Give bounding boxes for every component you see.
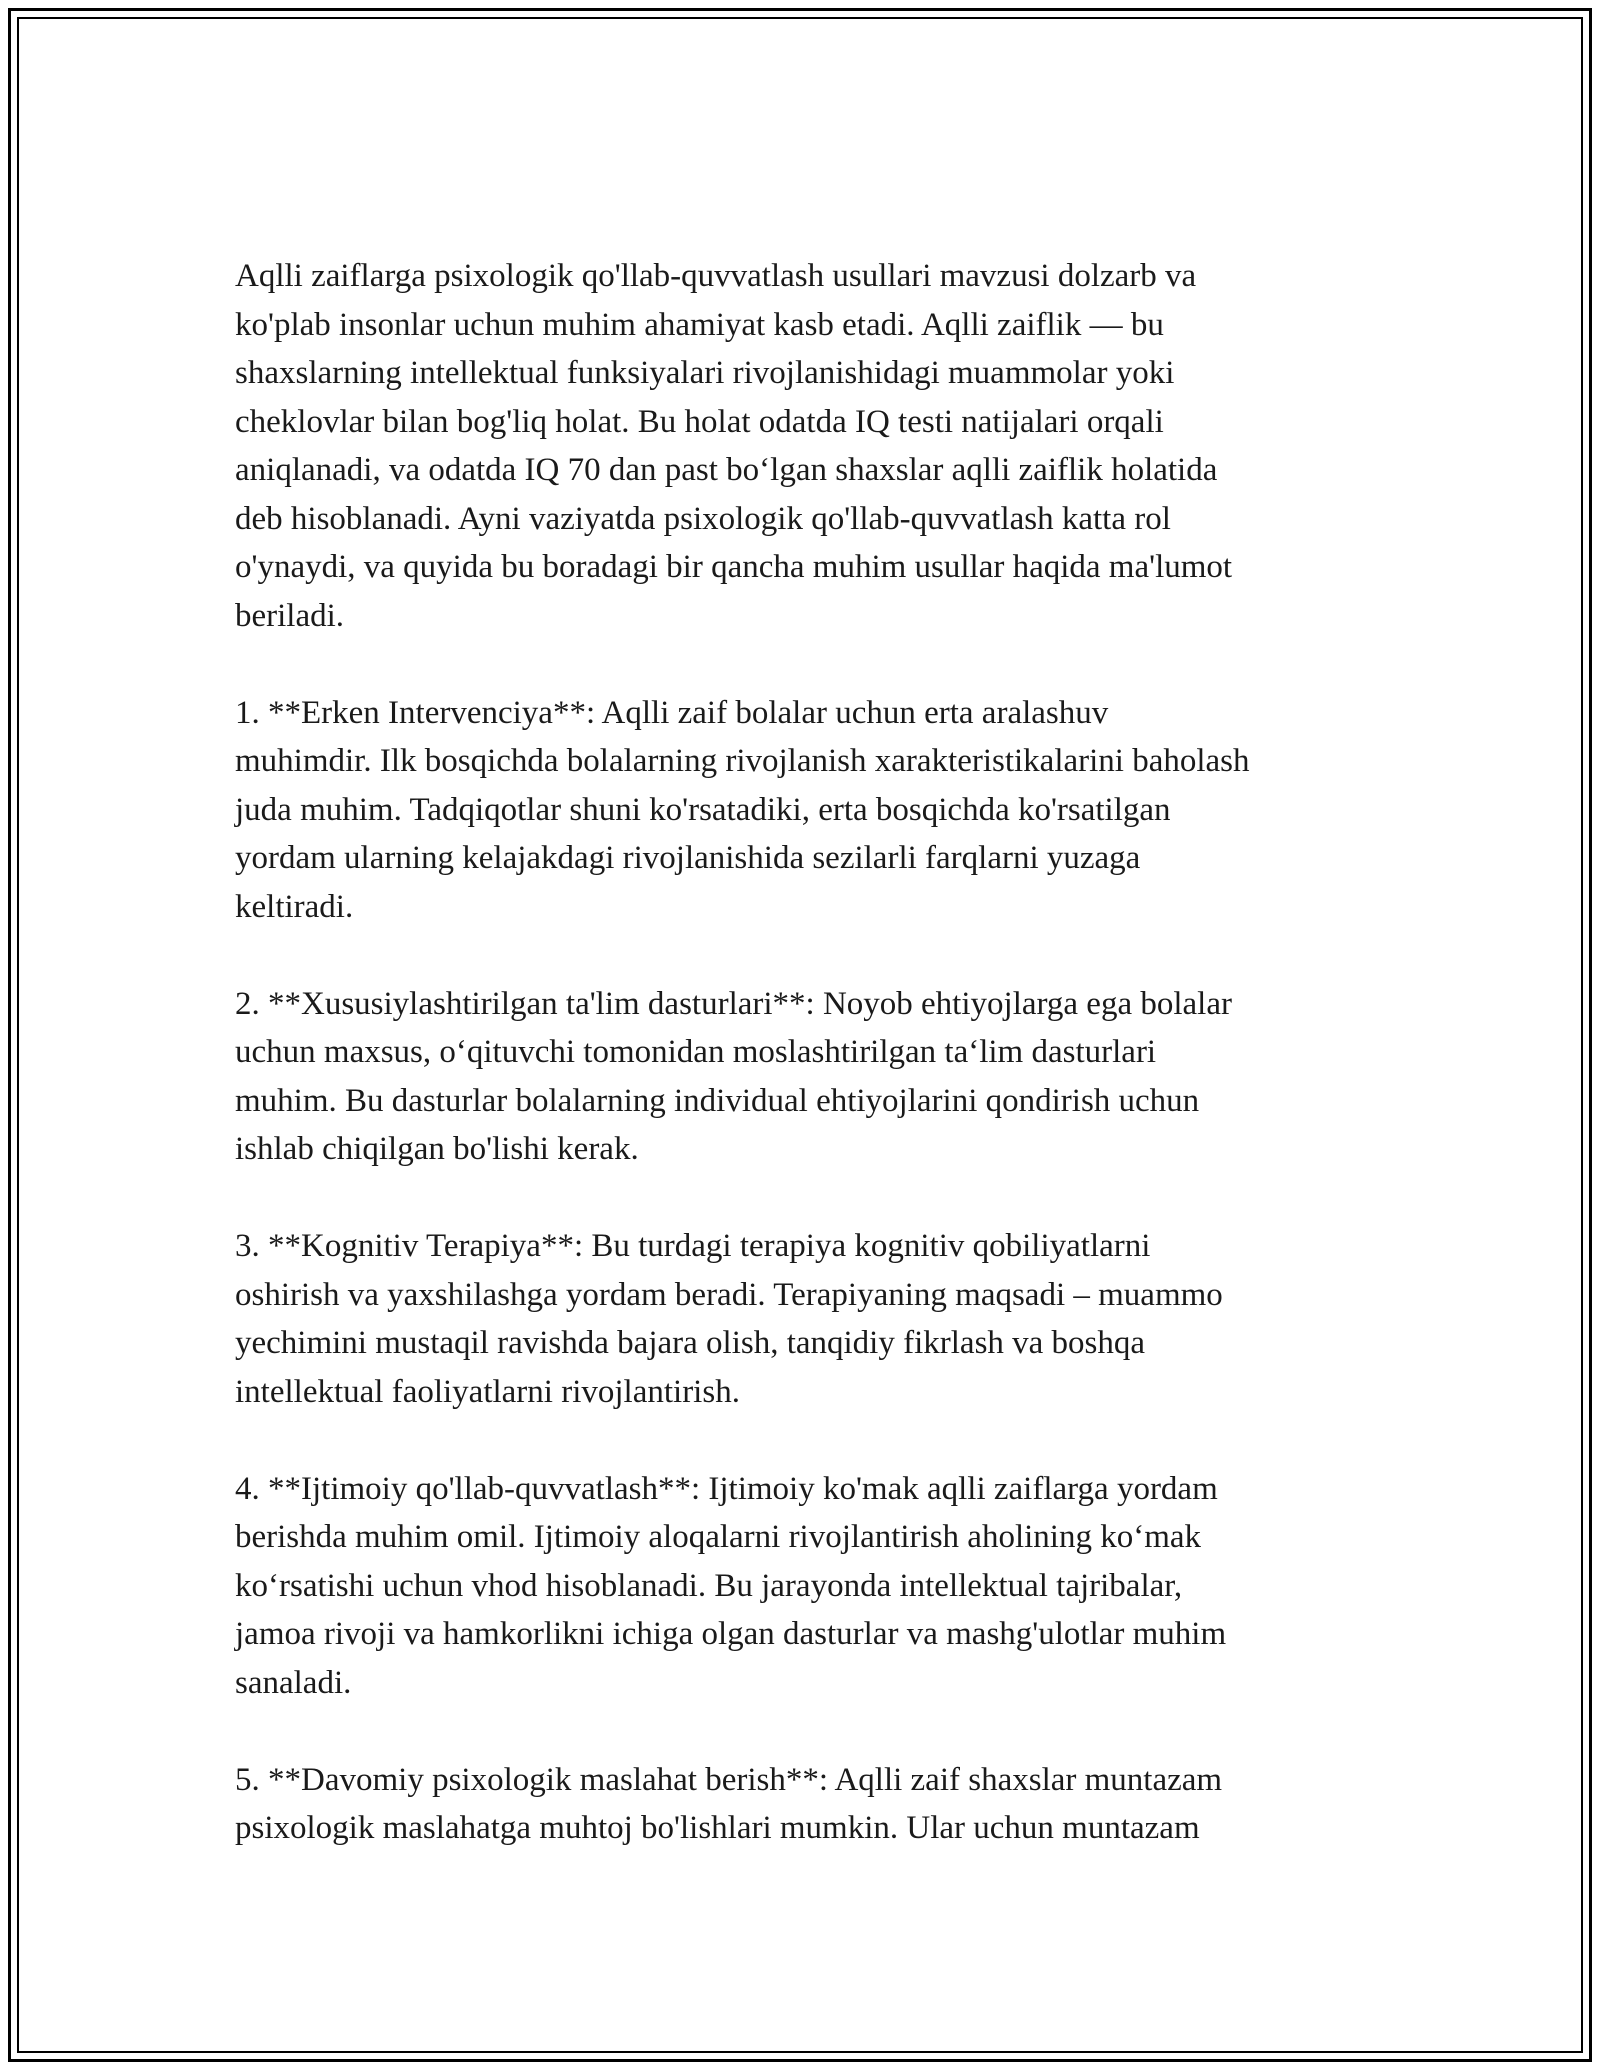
list-item-5: 5. **Davomiy psixologik maslahat berish**: Aqlli zaif shaxslar muntazam psixologik maslahatga muhtoj bo'lishlari mumkin. Ular uchun muntazam	[235, 1761, 1223, 1846]
list-item-4: 4. **Ijtimoiy qo'llab-quvvatlash**: Ijtimoiy ko'mak aqlli zaiflarga yordam berishda muhim omil. Ijtimoiy aloqalarni rivojlantirish aholining koʻmak koʻrsatishi uchun vhod hisoblanadi. Bu jarayonda intellektual tajribalar, jamoa rivoji va hamkorlikni ichiga olgan dasturlar va mashg'ulotlar muhim sanaladi.	[235, 1470, 1227, 1701]
list-item-1: 1. **Erken Intervenciya**: Aqlli zaif bolalar uchun erta aralashuv muhimdir. Ilk bosqichda bolalarning rivojlanish xarakteristikalarini baholash juda muhim. Tadqiqotlar shuni ko'rsatadiki, erta bosqichda ko'rsatilgan yordam ularning kelajakdagi rivojlanishida sezilarli farqlarni yuzaga keltiradi.	[235, 694, 1250, 925]
list-item-2: 2. **Xususiylashtirilgan ta'lim dasturlari**: Noyob ehtiyojlarga ega bolalar uchun maxsus, oʻqituvchi tomonidan moslashtirilgan taʻlim dasturlari muhim. Bu dasturlar bolalarning individual ehtiyojlarini qondirish uchun ishlab chiqilgan bo'lishi kerak.	[235, 985, 1232, 1167]
list-item-3: 3. **Kognitiv Terapiya**: Bu turdagi terapiya kognitiv qobiliyatlarni oshirish va yaxshilashga yordam beradi. Terapiyaning maqsadi – muammo yechimini mustaqil ravishda bajara olish, tanqidiy fikrlash va boshqa intellektual faoliyatlarni rivojlantirish.	[235, 1228, 1223, 1410]
intro-paragraph: Aqlli zaiflarga psixologik qo'llab-quvvatlash usullari mavzusi dolzarb va ko'plab insonlar uchun muhim ahamiyat kasb etadi. Aqlli zaiflik — bu shaxslarning intellektual funksiyalari rivojlanishidagi muammolar yoki cheklovlar bilan bog'liq holat. Bu holat odatda IQ testi natijalari orqali aniqlanadi, va odatda IQ 70 dan past boʻlgan shaxslar aqlli zaiflik holatida deb hisoblanadi. Ayni vaziyatda psixologik qo'llab-quvvatlash katta rol o'ynaydi, va quyida bu boradagi bir qancha muhim usullar haqida ma'lumot beriladi.	[235, 258, 1233, 634]
document-body	[235, 252, 1395, 1901]
